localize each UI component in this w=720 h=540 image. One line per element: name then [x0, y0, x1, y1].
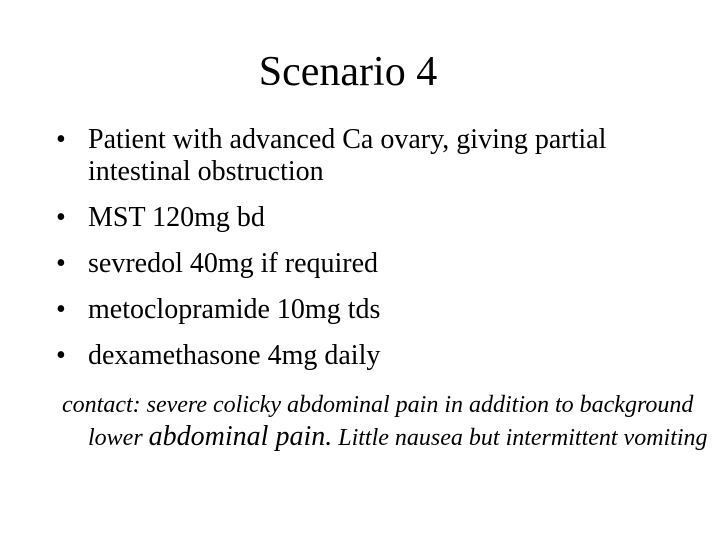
contact-text-part1: contact: severe colicky abdominal pain in addition to background lower [62, 392, 694, 451]
bullet-dot: • [56, 294, 66, 325]
bullet-item [56, 124, 696, 188]
bullet-item [56, 202, 696, 234]
bullet-text: metoclopramide 10mg tds [88, 294, 381, 325]
contact-text-part3: Little nausea but intermittent vomiting [332, 425, 708, 451]
bullet-text: sevredol 40mg if required [88, 248, 379, 279]
bullet-text: Patient with advanced Ca ovary, giving partial intestinal obstruction [88, 124, 607, 187]
bullet-text: MST 120mg bd [88, 202, 265, 233]
bullet-dot: • [56, 340, 66, 371]
bullet-item [56, 248, 696, 280]
bullet-dot: • [56, 248, 66, 279]
bullet-dot: • [56, 124, 66, 155]
contact-note [62, 389, 720, 454]
bullet-dot: • [56, 202, 66, 233]
contact-text-emphasis: abdominal pain. [148, 421, 333, 452]
bullet-item [56, 294, 696, 326]
bullet-text: dexamethasone 4mg daily [88, 340, 381, 371]
bullet-list [56, 124, 696, 386]
bullet-item [56, 340, 696, 372]
slide-title: Scenario 4 [258, 49, 438, 95]
